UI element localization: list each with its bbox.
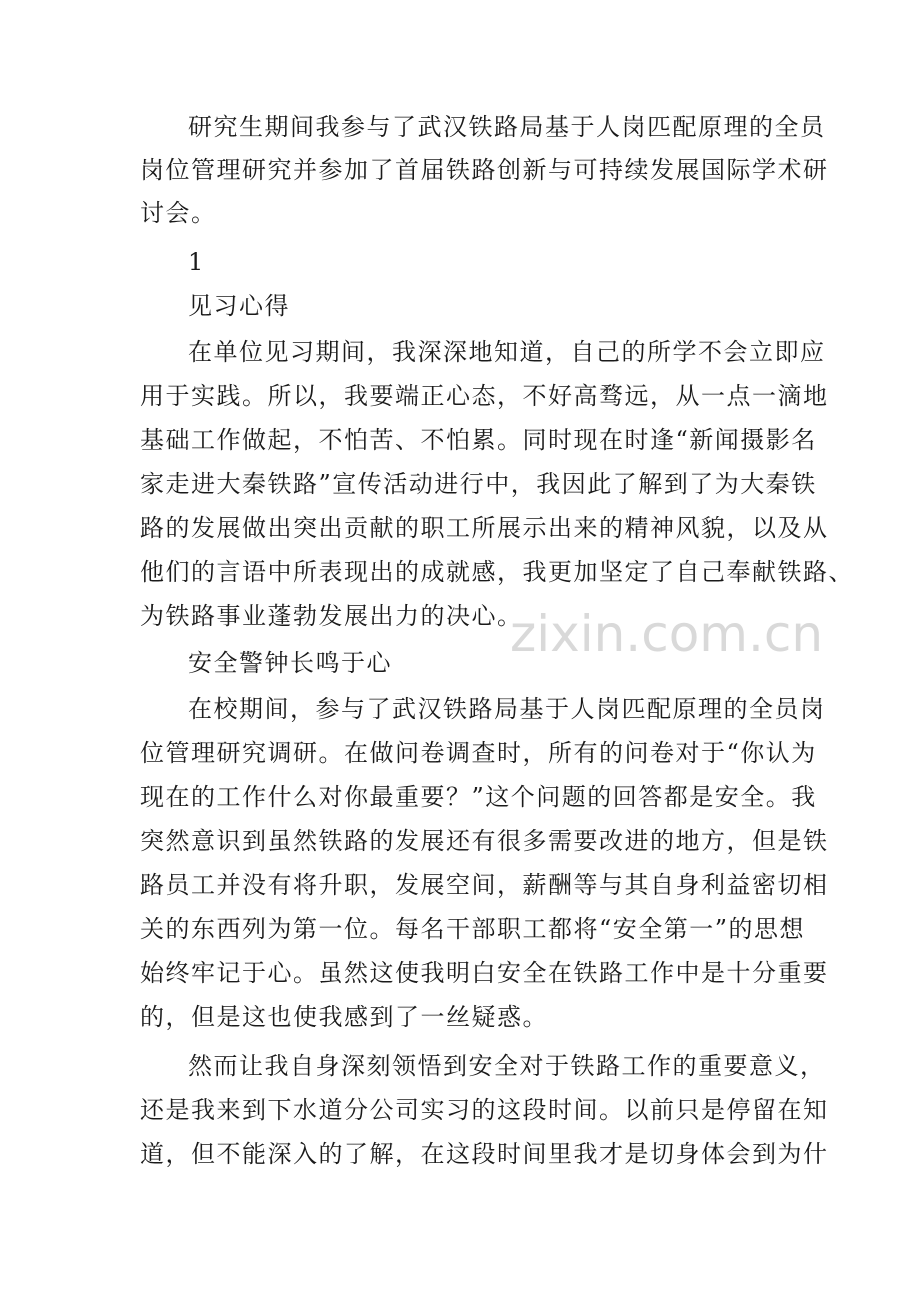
paragraph-line: 在单位见习期间，我深深地知道，自己的所学不会立即应 (188, 338, 826, 366)
paragraph-line: 家走进大秦铁路”宣传活动进行中，我因此了解到了为大秦铁 (140, 470, 817, 498)
paragraph-line: 用于实践。所以，我要端正心态，不好高骛远，从一点一滴地 (140, 382, 829, 410)
paragraph-line: 他们的言语中所表现出的成就感，我更加坚定了自己奉献铁路、 (140, 558, 854, 586)
paragraph-line: 研究生期间我参与了武汉铁路局基于人岗匹配原理的全员 (188, 113, 826, 141)
page-number: 1 (188, 248, 205, 276)
paragraph-line: 为铁路事业蓬勃发展出力的决心。 (140, 602, 523, 630)
paragraph-line: 道，但不能深入的了解，在这段时间里我才是切身体会到为什 (140, 1140, 829, 1168)
paragraph-line: 然而让我自身深刻领悟到安全对于铁路工作的重要意义， (188, 1052, 826, 1080)
paragraph-line: 还是我来到下水道分公司实习的这段时间。以前只是停留在知 (140, 1096, 829, 1124)
section-heading: 见习心得 (188, 292, 290, 320)
paragraph-line: 突然意识到虽然铁路的发展还有很多需要改进的地方，但是铁 (140, 827, 829, 855)
paragraph-line: 岗位管理研究并参加了首届铁路创新与可持续发展国际学术研 (140, 156, 829, 184)
watermark: zixin.com.cn (510, 605, 824, 663)
paragraph-line: 讨会。 (140, 199, 217, 227)
paragraph-line: 在校期间，参与了武汉铁路局基于人岗匹配原理的全员岗 (188, 695, 826, 723)
paragraph-line: 路的发展做出突出贡献的职工所展示出来的精神风貌，以及从 (140, 514, 829, 542)
paragraph-line: 的，但是这也使我感到了一丝疑惑。 (140, 1003, 548, 1031)
section-heading: 安全警钟长鸣于心 (188, 649, 392, 677)
paragraph-line: 位管理研究调研。在做问卷调查时，所有的问卷对于“你认为 (140, 739, 817, 767)
paragraph-line: 基础工作做起，不怕苦、不怕累。同时现在时逢“新闻摄影名 (140, 426, 817, 454)
paragraph-line: 始终牢记于心。虽然这使我明白安全在铁路工作中是十分重要 (140, 959, 829, 987)
paragraph-line: 路员工并没有将升职，发展空间，薪酬等与其自身利益密切相 (140, 871, 829, 899)
paragraph-line: 现在的工作什么对你最重要？”这个问题的回答都是安全。我 (140, 783, 817, 811)
paragraph-line: 关的东西列为第一位。每名干部职工都将“安全第一”的思想 (140, 915, 806, 943)
